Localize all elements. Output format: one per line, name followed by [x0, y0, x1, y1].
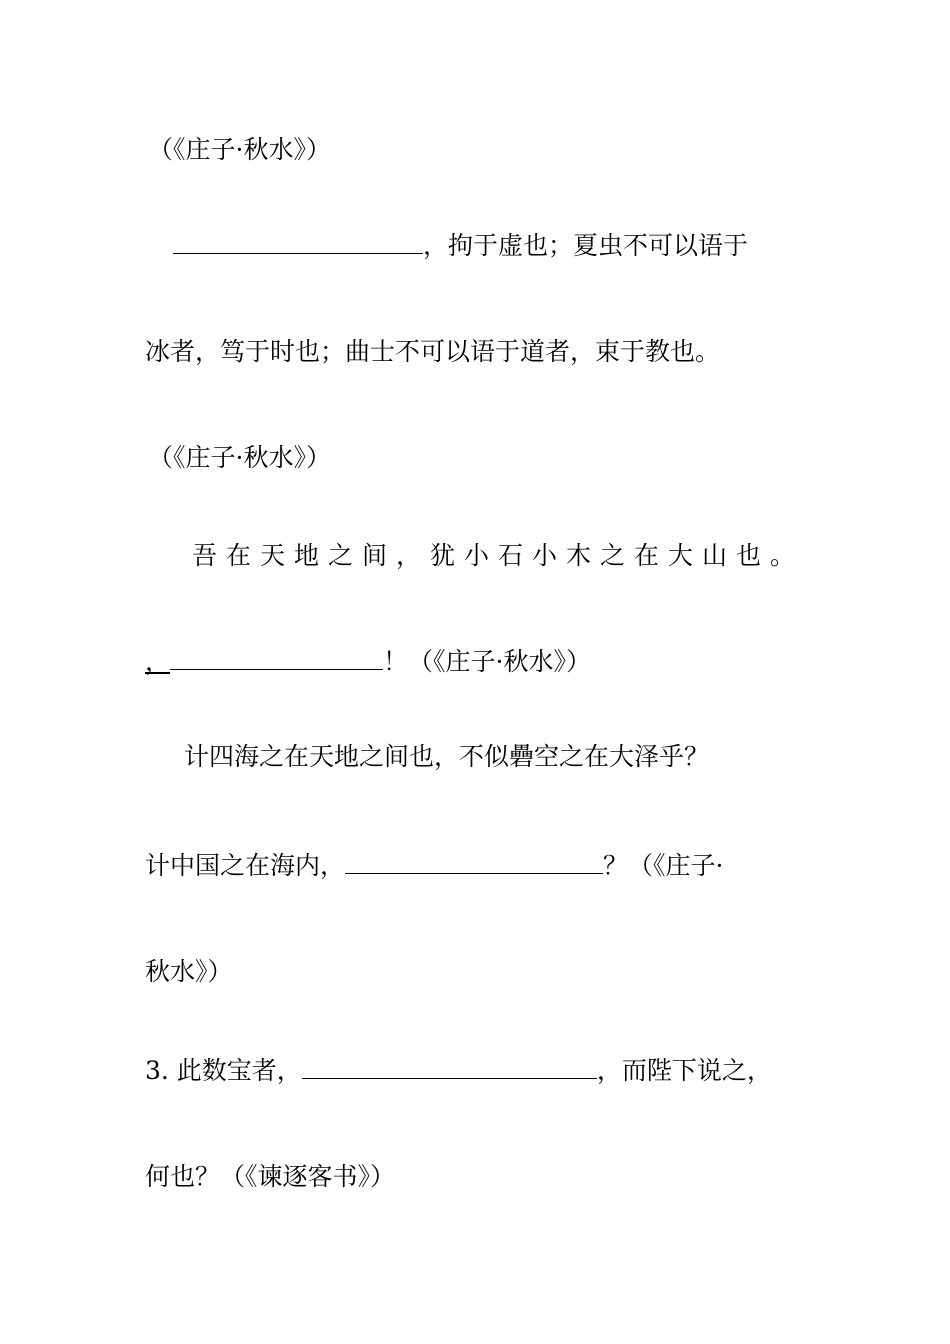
question-text: ？（《庄子· [603, 851, 724, 880]
question-line-2 [0, 225, 950, 265]
question-line-8 [0, 845, 950, 885]
question-text: ，拘于虚也；夏虫不可以语于 [423, 231, 749, 260]
text-line-7 [0, 737, 950, 777]
answer-blank[interactable] [345, 845, 603, 874]
answer-blank[interactable] [170, 641, 383, 670]
question-text: ！（《庄子·秋水》） [383, 647, 591, 676]
text-line-5 [0, 536, 950, 576]
question-text: ， [145, 647, 171, 676]
citation-text: （《庄子·秋水》） [148, 135, 331, 164]
question-text: 计中国之在海内， [145, 851, 346, 880]
question-text: 吾在天地之间，犹小石小木之在大山也。 [192, 541, 805, 570]
citation-text: （《庄子·秋水》） [148, 443, 331, 472]
answer-blank[interactable] [302, 1050, 597, 1079]
citation-line-11 [0, 1157, 950, 1197]
question-text: 3. 此数宝者， [145, 1056, 302, 1085]
question-text: 计四海之在天地之间也，不似礨空之在大泽乎？ [184, 742, 710, 771]
citation-line-9 [0, 952, 950, 992]
citation-line-4 [0, 438, 950, 478]
citation-text: 秋水》） [145, 957, 233, 986]
text-line-3 [0, 332, 950, 372]
question-text: 何也？（《谏逐客书》） [145, 1162, 396, 1191]
answer-blank[interactable] [173, 225, 423, 254]
question-text: 冰者，笃于时也；曲士不可以语于道者，束于教也。 [145, 337, 721, 366]
citation-line-1 [0, 130, 950, 170]
question-line-10 [0, 1050, 950, 1090]
question-line-6 [0, 641, 950, 681]
question-text: ，而陛下说之， [596, 1056, 772, 1085]
